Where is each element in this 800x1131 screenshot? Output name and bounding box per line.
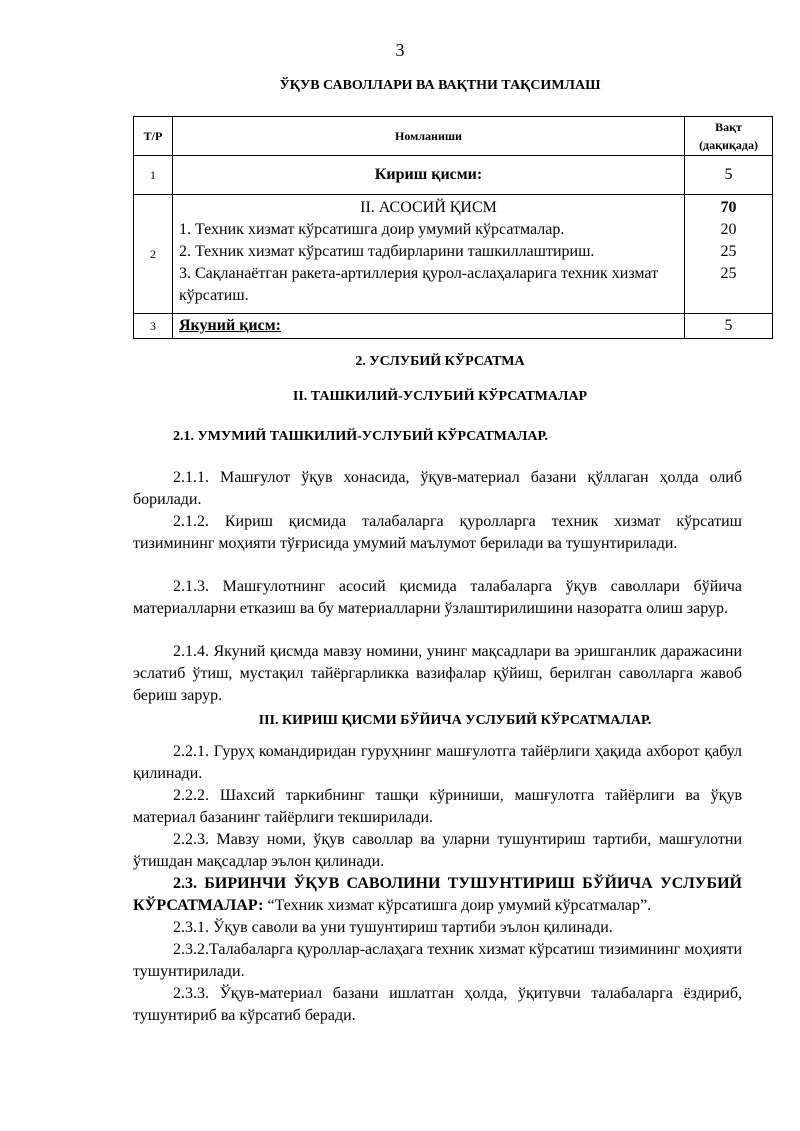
- time-allocation-table: [133, 116, 773, 339]
- row-number: 2: [134, 195, 173, 314]
- item-time: 25: [720, 265, 737, 282]
- paragraph: 2.1.1. Машғулот ўқув хонасида, ўқув-материал базани қўллаган ҳолда олиб борилади.: [133, 469, 742, 508]
- section-3-heading-bold: 2.3. БИРИНЧИ ЎҚУВ САВОЛИНИ ТУШУНТИРИШ БЎЙИЧА УСЛУБИЙ КЎРСАТМАЛАР:: [133, 875, 742, 914]
- header-number: Т/Р: [134, 117, 173, 156]
- paragraph: 2.1.2. Кириш қисмида талабаларга қуролларга техник хизмат кўрсатиш тизимининг моҳияти тўғрисида умумий маълумот берилади ва тушунтирилади.: [133, 513, 742, 552]
- table-header-row: [134, 117, 773, 156]
- header-time-line1: Вақт: [715, 120, 742, 134]
- paragraph: 2.2.3. Мавзу номи, ўқув саволлар ва уларни тушунтириш тартиби, машғулотни ўтишдан мақсадлар эълон қилинади.: [133, 831, 742, 870]
- heading-organizational-guidance: II. ТАШКИЛИЙ-УСЛУБИЙ КЎРСАТМАЛАР: [292, 389, 588, 404]
- row-time: [685, 195, 773, 314]
- row-name: [173, 195, 685, 314]
- section-3-heading-topic: “Техник хизмат кўрсатишга доир умумий кўрсатмалар”.: [263, 897, 652, 914]
- row-time: 5: [685, 156, 773, 195]
- heading-intro-guidance: III. КИРИШ ҚИСМИ БЎЙИЧА УСЛУБИЙ КЎРСАТМАЛАР.: [258, 713, 652, 728]
- section-total-time: 70: [720, 199, 737, 216]
- heading-general-guidance: 2.1. УМУМИЙ ТАШКИЛИЙ-УСЛУБИЙ КЎРСАТМАЛАР.: [173, 429, 548, 444]
- paragraph: 2.3.1. Ўқув саволи ва уни тушунтириш тартиби эълон қилинади.: [173, 919, 613, 936]
- list-item: 1. Техник хизмат кўрсатишга доир умумий кўрсатмалар.: [179, 221, 565, 238]
- header-name: Номланиши: [173, 117, 685, 156]
- list-item: 2. Техник хизмат кўрсатиш тадбирларини ташкиллаштириш.: [179, 243, 595, 260]
- item-time: 20: [720, 221, 737, 238]
- header-time-line2: (дақиқада): [699, 138, 758, 152]
- page-number: 3: [395, 40, 405, 60]
- paragraph: 2.3.2.Талабаларга қуроллар-аслаҳага техник хизмат кўрсатиш тизимининг моҳияти тушунтирилади.: [133, 941, 742, 980]
- paragraph: 2.1.3. Машғулотнинг асосий қисмида талабаларга ўқув саволлари бўйича материалларни етказиш ва бу материалларни ўзлаштирилишини назоратга олиш зарур.: [133, 578, 742, 617]
- list-item: 3. Сақланаётган ракета-артиллерия қурол-аслаҳаларига техник хизмат кўрсатиш.: [179, 265, 659, 304]
- table-row: [134, 314, 773, 339]
- paragraph: 2.2.1. Гуруҳ командиридан гуруҳнинг машғулотга тайёрлиги ҳақида ахборот қабул қилинади.: [133, 743, 742, 782]
- section-3-heading: [133, 873, 742, 917]
- item-time: 25: [720, 243, 737, 260]
- paragraph: 2.2.2. Шахсий таркибнинг ташқи кўриниши, машғулотга тайёрлиги ва ўқув материал базанинг тайёрлиги текширилади.: [133, 787, 742, 826]
- heading-methodical-guidance: 2. УСЛУБИЙ КЎРСАТМА: [355, 354, 525, 369]
- row-number: 3: [134, 314, 173, 339]
- paragraph: 2.3.3. Ўқув-материал базани ишлатган ҳолда, ўқитувчи талабаларга ёздириб, тушунтириб ва кўрсатиб беради.: [133, 985, 742, 1024]
- table-row: [134, 195, 773, 314]
- paragraph: 2.1.4. Якуний қисмда мавзу номини, унинг мақсадлари ва эришганлик даражасини эслатиб ўтиш, мустақил тайёргарликка вазифалар қўйиш, берилган саволларга жавоб бериш зарур.: [133, 643, 742, 704]
- row-name: Якуний қисм:: [173, 314, 685, 339]
- row-time: 5: [685, 314, 773, 339]
- header-time: [685, 117, 773, 156]
- table-row: [134, 156, 773, 195]
- document-title: ЎҚУВ САВОЛЛАРИ ВА ВАҚТНИ ТАҚСИМЛАШ: [279, 78, 601, 93]
- row-name: Кириш қисми:: [173, 156, 685, 195]
- section-title: II. АСОСИЙ ҚИСМ: [360, 199, 497, 216]
- row-number: 1: [134, 156, 173, 195]
